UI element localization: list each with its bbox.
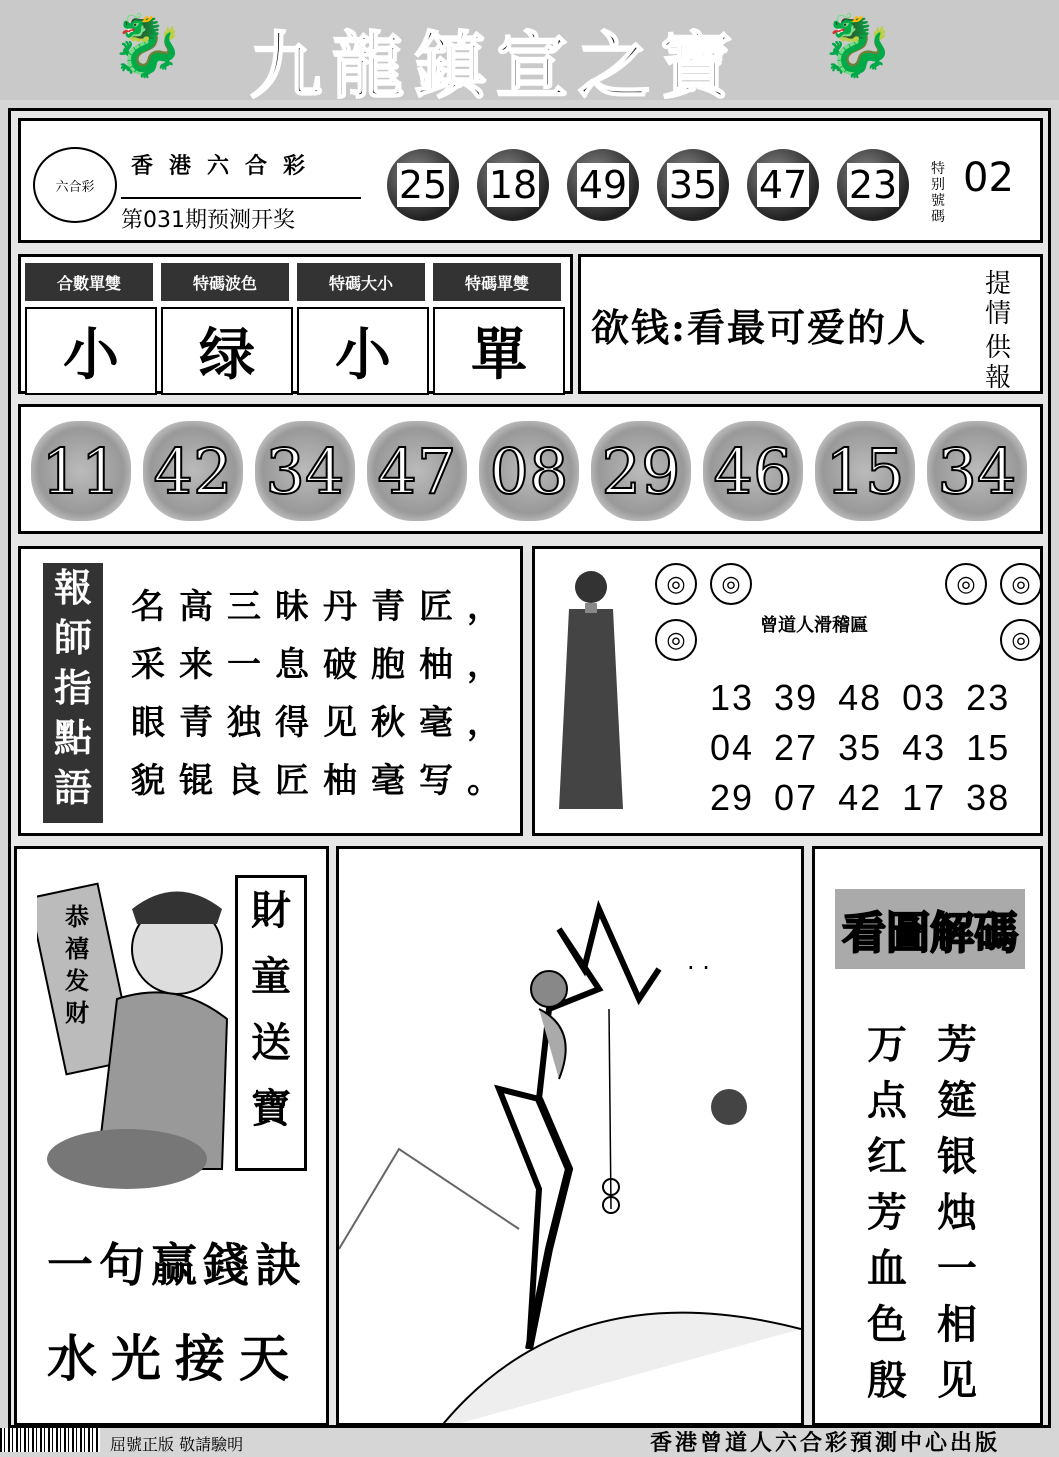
lucky-number: 08 [479,421,579,521]
coin-icon: ◎ [710,563,752,605]
wealth-slogan: 財童送寶 [235,875,307,1171]
coin-icon: ◎ [655,563,697,605]
decode-verse: 万点红芳血色殷 [867,1021,907,1404]
special-number-label: 特别號碼 [931,161,945,225]
attribute-header: 特碼波色 [161,263,289,301]
lucky-number: 34 [255,421,355,521]
priest-title: 曾道人滑稽匾 [760,615,868,636]
lucky-number: 34 [927,421,1027,521]
lucky-number: 47 [367,421,467,521]
riddle-panel [578,254,1043,394]
riddle-text: 欲钱:看最可爱的人 [591,305,928,350]
draw-ball: 35 [657,149,729,221]
barcode-icon [0,1428,100,1452]
wealth-panel [14,846,329,1426]
poem-line: 眼青独得见秋毫， [131,703,515,743]
attribute-value: 單 [433,307,565,395]
monkey-tree-illustration-icon [339,849,801,1423]
draw-ball: 49 [567,149,639,221]
coin-icon: ◎ [945,563,987,605]
page-title: 九龍鎮宣之寶 [250,24,743,108]
draw-ball: 23 [837,149,909,221]
lucky-number: 15 [815,421,915,521]
attribute-value: 绿 [161,307,293,395]
lucky-numbers-panel [18,404,1043,534]
dragon-right-icon: 🐉 [820,11,895,81]
lucky-number: 42 [143,421,243,521]
win-phrase: 水光接天 [47,1329,303,1388]
lottery-logo: 六合彩 [33,147,117,223]
svg-text:. .: . . [687,947,710,975]
attribute-header: 特碼大小 [297,263,425,301]
win-title: 一句赢錢訣 [47,1238,307,1292]
page-header [0,0,1059,108]
coin-icon: ◎ [655,619,697,661]
poem-line: 采来一息破胞柚， [131,645,515,685]
riddle-tag: 供報 [985,333,1012,393]
lucky-number: 46 [703,421,803,521]
draw-ball: 18 [477,149,549,221]
decode-panel [812,846,1043,1426]
poem-line: 名高三昧丹青匠， [131,587,515,627]
decode-verse: 芳筵银烛一相见 [937,1021,977,1404]
draw-ball: 25 [387,149,459,221]
priest-number-row: 29 07 42 17 38 [710,777,1011,818]
dragon-left-icon: 🐉 [110,11,185,81]
special-number: 02 [963,155,1014,201]
attribute-value: 小 [25,307,157,395]
riddle-picture [336,846,804,1426]
priest-number-row: 13 39 48 03 23 [710,677,1011,718]
attribute-header: 特碼單雙 [433,263,561,301]
riddle-tag: 提情 [985,269,1012,329]
footer-publisher: 香港曾道人六合彩預測中心出版 [650,1430,1001,1456]
poem-panel [18,546,523,836]
priest-number-row: 04 27 35 43 15 [710,727,1011,768]
draw-ball: 47 [747,149,819,221]
attribute-panel [18,254,573,394]
decode-title: 看圖解碼 [835,889,1025,969]
coin-icon: ◎ [1000,563,1042,605]
issue-label: 第031期预测开奖 [121,197,361,234]
coin-icon: ◎ [1000,619,1042,661]
draw-results [18,118,1043,243]
lucky-number: 29 [591,421,691,521]
attribute-header: 合數單雙 [25,263,153,301]
priest-figure-icon [551,559,631,819]
poem-title: 報師指點語 [43,563,103,823]
footer-note: 屈號正版 敬請驗明 [110,1435,244,1454]
lottery-name: 香港六合彩 [131,154,322,179]
attribute-value: 小 [297,307,429,395]
priest-panel [532,546,1043,836]
kid-banner-text: 恭禧发财 [65,902,89,1027]
poem-line: 貌锟良匠柚毫写。 [131,761,515,801]
lucky-number: 11 [31,421,131,521]
